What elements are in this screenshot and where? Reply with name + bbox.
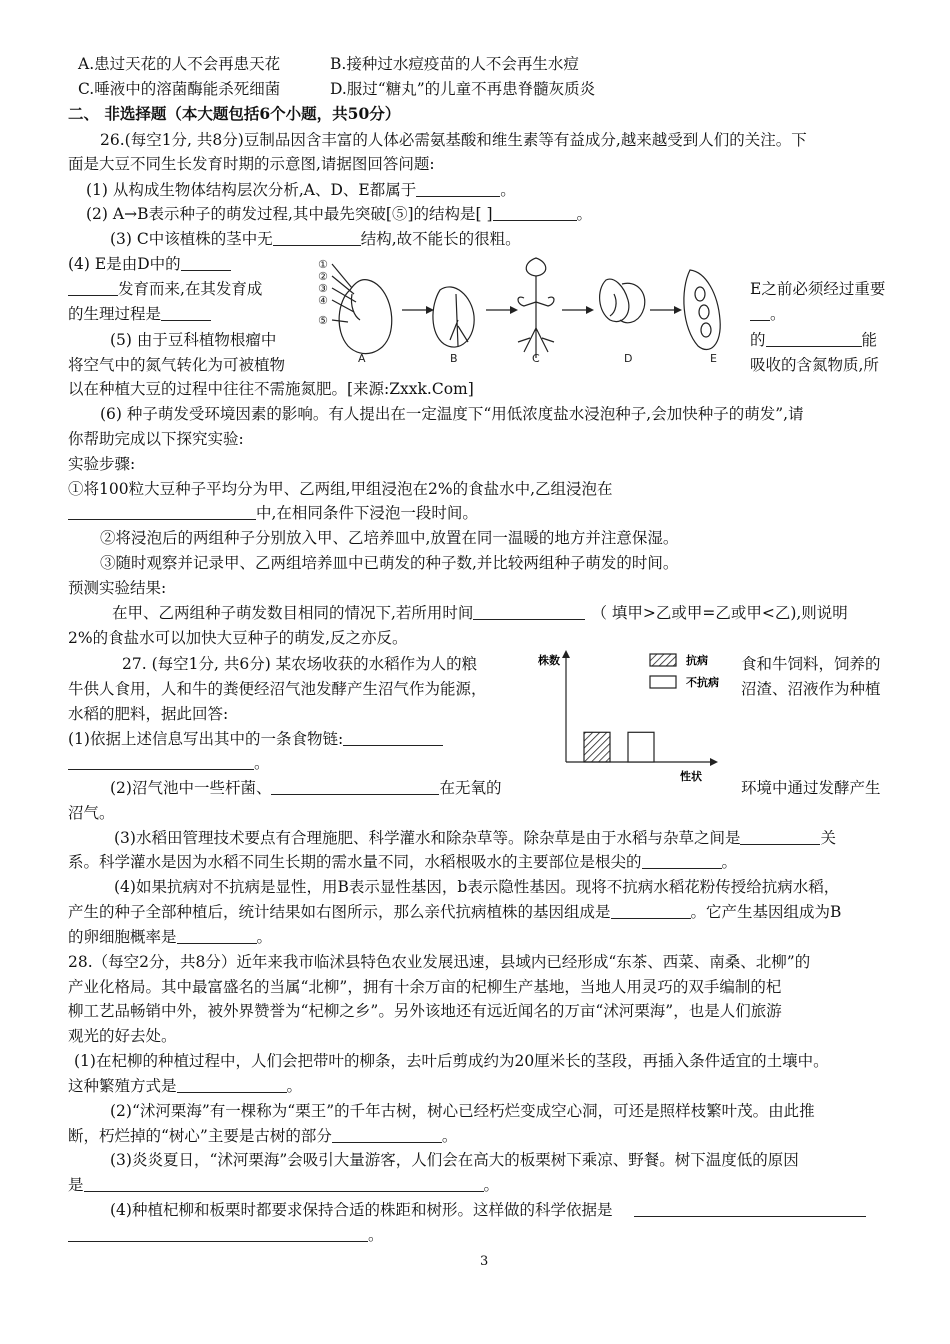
answer-blank[interactable] (271, 778, 439, 795)
pointer-line (332, 320, 348, 322)
x-axis-arrow-icon (710, 758, 718, 766)
figure-label-c: C (532, 352, 540, 365)
q27-part3-line1 (114, 828, 836, 848)
marker-3: ③ (318, 282, 328, 295)
predict-title: 预测实验结果: (68, 579, 167, 597)
pod-seed (695, 287, 705, 301)
seed-a-embryo (351, 294, 360, 320)
q27-intro-right2: 沼渣、沼液作为种植 (741, 680, 881, 698)
answer-blank[interactable] (750, 304, 770, 321)
answer-blank[interactable] (181, 254, 231, 271)
q27-part1-line2 (68, 753, 270, 773)
q26-part4-line2 (68, 279, 262, 299)
predict-line2: 2%的食盐水可以加快大豆种子的萌发,反之亦反。 (68, 629, 408, 647)
q26-part4-line1 (68, 254, 231, 274)
q27-part3-text-c: 系。科学灌水是因为水稻不同生长期的需水量不同，水稻根吸水的主要部位是根尖的 (68, 853, 642, 871)
option-b: B.接种过水痘疫苗的人不会再生水痘 (330, 55, 579, 73)
q26-part5-right2: 吸收的含氮物质,所 (750, 356, 879, 374)
q28-intro-1: 28.（每空2分，共8分）近年来我市临沭县特色农业发展迅速，县域内已经形成“东茶、西菜、南桑、北柳”的 (68, 953, 811, 971)
step-2: ②将浸泡后的两组种子分别放入甲、乙培养皿中,放置在同一温暖的地方并注意保湿。 (100, 529, 679, 547)
q28-part4-text: (4)种植杞柳和板栗时都要求保持合适的株距和树形。这样做的科学依据是 (110, 1201, 613, 1219)
q28-intro-4: 观光的好去处。 (68, 1027, 177, 1045)
y-axis-arrow-icon (562, 650, 570, 658)
disease-resistance-chart (528, 648, 740, 784)
arrow-icon: → (124, 205, 138, 223)
q26-part5-text-c: 能 (861, 331, 878, 349)
y-axis-label: 株数 (538, 654, 560, 667)
option-d: D.服过“糖丸”的儿童不再患脊髓灰质炎 (330, 80, 596, 98)
option-c: C.唾液中的溶菌酶能杀死细菌 (78, 80, 281, 98)
seed-a-outline (339, 280, 392, 354)
q26-part5-line2: 将空气中的氮气转化为可被植物 (68, 356, 286, 374)
answer-blank[interactable] (68, 503, 256, 520)
q26-part2 (86, 204, 592, 224)
answer-blank[interactable] (68, 1225, 368, 1242)
q26-part2-text-b: B表示种子的萌发过程,其中最先突破[⑤]的结构是[ ] (137, 205, 493, 223)
answer-blank[interactable] (273, 229, 361, 246)
pointer-line (332, 300, 354, 312)
seed-b-root (450, 294, 468, 346)
q28-intro-3: 柳工艺品畅销中外，被外界赞誉为“杞柳之乡”。另外该地还有远近闻名的万亩“沭河栗海”，也是人们旅游 (68, 1002, 782, 1020)
q27-part2-right: 环境中通过发酵产生 (741, 779, 881, 797)
answer-blank[interactable] (473, 603, 585, 620)
q26-part4-text-d: 的生理过程是 (68, 305, 162, 323)
page-number: 3 (480, 1254, 489, 1269)
q28-part3-line1: (3)炎炎夏日，“沭河栗海”会吸引大量游客，人们会在高大的板栗树下乘凉、野餐。树下温度低的原因 (110, 1151, 799, 1169)
q26-part4-line3 (68, 304, 211, 324)
seedling-leaf (526, 258, 546, 276)
answer-blank[interactable] (177, 1076, 287, 1093)
predict-text-b: （ 填甲>乙或甲=乙或甲<乙),则说明 (591, 604, 848, 622)
q28-part3-end: 。 (483, 1176, 500, 1194)
q27-part2-text-b: 在无氧的 (439, 779, 502, 797)
answer-blank[interactable] (332, 1126, 442, 1143)
figure-label-b: B (450, 352, 458, 365)
answer-blank[interactable] (343, 729, 443, 746)
q28-part1-text: 这种繁殖方式是 (68, 1077, 177, 1095)
q26-intro-1: 26.(每空1分, 共8分)豆制品因含丰富的人体必需氨基酸和维生素等有益成分,越来越受到人们的关注。下 (100, 131, 807, 149)
q26-part1-text: (1) 从构成生物体结构层次分析,A、D、E都属于 (86, 181, 417, 199)
predict-line1 (112, 603, 848, 623)
marker-2: ② (318, 270, 328, 283)
step-1-text: 中,在相同条件下浸泡一段时间。 (256, 504, 478, 522)
pod-seed (701, 323, 711, 337)
legend-label-non-resistant: 不抗病 (686, 676, 719, 689)
x-axis-label: 性状 (680, 770, 702, 783)
answer-blank[interactable] (740, 828, 820, 845)
soybean-development-figure (310, 250, 740, 368)
q28-intro-2: 产业化格局。其中最富盛名的当属“北柳”，拥有十余万亩的杞柳生产基地，当地人用灵巧的双手编制的杞 (68, 978, 782, 996)
answer-blank[interactable] (493, 204, 577, 221)
q27-part2 (110, 778, 501, 798)
q26-part4-text: (4) E是由D中的 (68, 255, 181, 273)
q26-part5-line3: 以在种植大豆的过程中往往不需施氮肥。[来源:Zxxk.Com] (68, 380, 474, 398)
seed-b-outline (433, 287, 474, 347)
answer-blank[interactable] (766, 330, 862, 347)
q27-part4-end: 。 (256, 928, 273, 946)
flower-pistil (610, 294, 616, 316)
legend-label-resistant: 抗病 (686, 654, 708, 667)
q26-part4-right: E之前必须经过重要 (750, 280, 886, 298)
q27-intro-1: 27. (每空1分, 共6分) 某农场收获的水稻作为人的粮 (122, 655, 478, 673)
q27-part4-text-c: 。它产生基因组成为B (690, 903, 842, 921)
marker-1: ① (318, 258, 328, 271)
q28-part3-line2 (68, 1175, 499, 1195)
answer-blank[interactable] (177, 927, 257, 944)
q26-intro-2: 面是大豆不同生长发育时期的示意图,请据图回答问题: (68, 155, 435, 173)
marker-5: ⑤ (318, 314, 328, 327)
pod-outline (684, 270, 720, 350)
q28-part2-text: 断，朽烂掉的“树心”主要是古树的部分 (68, 1127, 332, 1145)
answer-blank[interactable] (161, 304, 211, 321)
q26-part1 (86, 180, 516, 200)
step-1-line2 (68, 503, 478, 523)
answer-blank[interactable] (68, 753, 254, 770)
option-a: A.患过天花的人不会再患天花 (78, 55, 281, 73)
q28-part1-line1: (1)在杞柳的种植过程中，人们会把带叶的柳条，去叶后剪成约为20厘米长的茎段，再插入条件适宜的土壤中。 (74, 1052, 829, 1070)
q27-part1-text: (1)依据上述信息写出其中的一条食物链: (68, 730, 344, 748)
predict-text: 在甲、乙两组种子萌发数目相同的情况下,若所用时间 (112, 604, 474, 622)
q28-part3-text: 是 (68, 1176, 84, 1194)
bar-resistant (584, 732, 610, 762)
bar-non-resistant (628, 732, 654, 762)
answer-blank[interactable] (84, 1175, 484, 1192)
q27-part3-line2 (68, 852, 737, 872)
q28-part1-line2 (68, 1076, 302, 1096)
section-title: 二、 非选择题（本大题包括6个小题，共50分） (68, 104, 401, 123)
q27-part1-end: 。 (254, 754, 270, 772)
q28-part2-line2 (68, 1126, 457, 1146)
q26-part3-text: (3) C中该植株的茎中无 (110, 230, 273, 248)
step-1-line1: ①将100粒大豆种子平均分为甲、乙两组,甲组浸泡在2%的食盐水中,乙组浸泡在 (68, 480, 613, 498)
q27-intro-right1: 食和牛饲料，饲养的 (741, 655, 881, 673)
answer-blank[interactable] (634, 1200, 866, 1217)
figure-label-d: D (624, 352, 633, 365)
pointer-line (332, 276, 354, 294)
q26-part4-end: 。 (770, 305, 786, 323)
q27-part4-text-d: 的卵细胞概率是 (68, 928, 177, 946)
legend-swatch-resistant (650, 654, 676, 666)
q28-part2-end: 。 (441, 1127, 458, 1145)
q26-part5-text-b: 的 (750, 331, 766, 349)
q28-part4-line2 (68, 1225, 384, 1245)
steps-title: 实验步骤: (68, 455, 136, 473)
q26-part2-end: 。 (576, 205, 593, 223)
answer-blank[interactable] (68, 279, 118, 296)
answer-blank[interactable] (611, 902, 691, 919)
q27-part3-text-b: 关 (820, 829, 836, 847)
q28-part1-end: 。 (286, 1077, 303, 1095)
q26-part1-end: 。 (500, 181, 516, 199)
q26-part4-right2 (750, 304, 786, 324)
q26-part2-text: (2) A (86, 205, 125, 223)
q27-part2-end: 沼气。 (68, 804, 115, 822)
q27-intro-2: 牛供人食用，人和牛的粪便经沼气池发酵产生沼气作为能源， (68, 680, 487, 698)
q27-part4-line2 (68, 902, 841, 922)
answer-blank[interactable] (416, 180, 500, 197)
q28-part2-line1: (2)“沭河栗海”有一棵称为“栗王”的千年古树，树心已经朽烂变成空心洞，可还是照样枝繁叶茂。由此推 (110, 1102, 815, 1120)
q26-part3-end: 结构,故不能长的很粗。 (360, 230, 521, 248)
q26-part5-right1 (750, 330, 877, 350)
q27-part3-text: (3)水稻田管理技术要点有合理施肥、科学灌水和除杂草等。除杂草是由于水稻与杂草之间是 (114, 829, 741, 847)
pod-seed (699, 305, 709, 319)
q26-part6-line1: (6) 种子萌发受环境因素的影响。有人提出在一定温度下“用低浓度盐水浸泡种子,会加快种子的萌发”,请 (100, 405, 804, 423)
q27-part3-end: 。 (721, 853, 738, 871)
q28-part4-line1 (110, 1200, 866, 1220)
q28-part4-end: 。 (368, 1226, 384, 1244)
q27-part4-line1: (4)如果抗病对不抗病是显性，用B表示显性基因，b表示隐性基因。现将不抗病水稻花粉传授给抗病水稻， (114, 878, 840, 896)
legend-swatch-non-resistant (650, 676, 676, 688)
figure-label-a: A (358, 352, 366, 365)
flower-petal (600, 279, 629, 321)
q27-part4-text: 产生的种子全部种植后，统计结果如右图所示，那么亲代抗病植株的基因组成是 (68, 903, 611, 921)
figure-label-e: E (710, 352, 717, 365)
step-3: ③随时观察并记录甲、乙两组培养皿中已萌发的种子数,并比较两组种子萌发的时间。 (100, 554, 679, 572)
q27-part1 (68, 729, 443, 749)
marker-4: ④ (318, 294, 328, 307)
q26-part3 (110, 229, 521, 249)
q26-part4-text-b: 发育而来,在其发育成 (118, 280, 263, 298)
q27-part2-text: (2)沼气池中一些杆菌、 (110, 779, 272, 797)
q27-part4-line3 (68, 927, 272, 947)
q27-intro-3: 水稻的肥料，据此回答: (68, 705, 229, 723)
answer-blank[interactable] (642, 852, 722, 869)
q26-part5-line1: (5) 由于豆科植物根瘤中 (110, 331, 277, 349)
q26-part6-line2: 你帮助完成以下探究实验: (68, 430, 244, 448)
